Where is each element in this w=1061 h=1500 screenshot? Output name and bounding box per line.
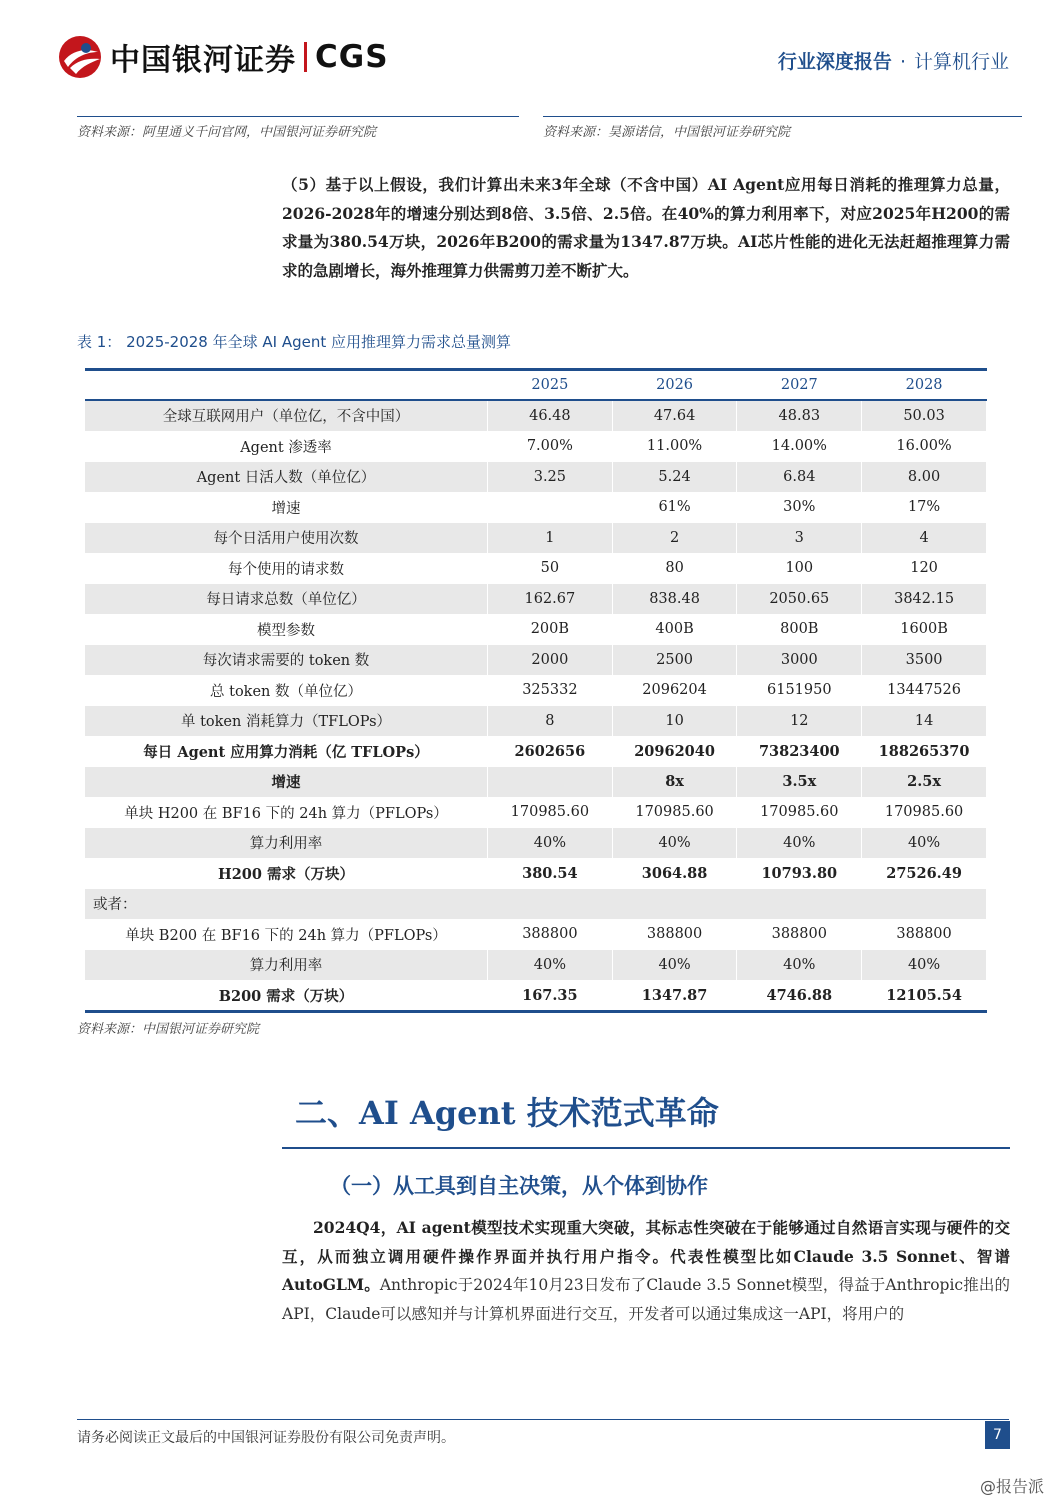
section-rule	[282, 1147, 1010, 1149]
subsection-title: （一）从工具到自主决策，从个体到协作	[330, 1173, 708, 1198]
table-caption: 表 1： 2025-2028 年全球 AI Agent 应用推理算力需求总量测算	[77, 333, 511, 351]
row-label: 每个使用的请求数	[85, 553, 488, 584]
table-cell: 325332	[488, 675, 613, 706]
row-label: 算力利用率	[85, 828, 488, 859]
table-cell: 40%	[737, 828, 862, 859]
table-cell: 6.84	[737, 462, 862, 493]
table-cell: 10	[612, 706, 737, 737]
table-cell: 16.00%	[862, 431, 987, 462]
table-cell: 2500	[612, 645, 737, 676]
header-separator: ·	[899, 51, 906, 73]
table-cell: 14	[862, 706, 987, 737]
table-cell: 162.67	[488, 584, 613, 615]
table-row	[85, 919, 987, 950]
table-cell: 388800	[612, 919, 737, 950]
page-number: 7	[985, 1421, 1010, 1449]
report-type: 行业深度报告	[777, 51, 892, 73]
column-header: 2027	[737, 370, 862, 401]
table-cell	[488, 767, 613, 798]
table-cell: 2096204	[612, 675, 737, 706]
table-cell: 11.00%	[612, 431, 737, 462]
table-row	[85, 431, 987, 462]
table-cell: 40%	[737, 950, 862, 981]
table-cell: 170985.60	[488, 797, 613, 828]
table-cell: 3000	[737, 645, 862, 676]
table-row	[85, 706, 987, 737]
source-note-right: 资料来源：昊源诺信，中国银河证券研究院	[543, 125, 791, 140]
brand-name-cn: 中国银河证券	[110, 43, 296, 78]
source-note-left: 资料来源：阿里通义千问官网，中国银河证券研究院	[77, 125, 377, 140]
table-cell: 170985.60	[737, 797, 862, 828]
table-cell: 6151950	[737, 675, 862, 706]
table-note-cell: 或者：	[85, 889, 987, 920]
table-row	[85, 980, 987, 1012]
row-label: 每个日活用户使用次数	[85, 523, 488, 554]
table-cell: 5.24	[612, 462, 737, 493]
table-cell: 1347.87	[612, 980, 737, 1012]
table-row	[85, 523, 987, 554]
table-row	[85, 950, 987, 981]
table-cell: 50.03	[862, 400, 987, 431]
table-row	[85, 553, 987, 584]
brand-name-en: CGS	[315, 39, 389, 75]
table-cell: 3500	[862, 645, 987, 676]
table-row	[85, 828, 987, 859]
table-cell: 8	[488, 706, 613, 737]
table-cell: 47.64	[612, 400, 737, 431]
table-cell: 40%	[488, 828, 613, 859]
footer-disclaimer: 请务必阅读正文最后的中国银河证券股份有限公司免责声明。	[77, 1430, 455, 1446]
column-header: 2026	[612, 370, 737, 401]
header-rule-right	[543, 116, 1022, 117]
table-row	[85, 858, 987, 889]
row-label: Agent 渗透率	[85, 431, 488, 462]
table-cell: 2000	[488, 645, 613, 676]
row-label: H200 需求（万块）	[85, 858, 488, 889]
row-label: 单块 H200 在 BF16 下的 24h 算力（PFLOPs）	[85, 797, 488, 828]
table-cell: 40%	[862, 950, 987, 981]
table-cell: 27526.49	[862, 858, 987, 889]
table-cell: 4746.88	[737, 980, 862, 1012]
table-cell: 10793.80	[737, 858, 862, 889]
table-cell: 40%	[862, 828, 987, 859]
watermark: @报告派	[980, 1477, 1045, 1496]
table-cell: 13447526	[862, 675, 987, 706]
table-row	[85, 645, 987, 676]
table-cell: 40%	[612, 828, 737, 859]
table-row	[85, 614, 987, 645]
table-row	[85, 889, 987, 920]
table-cell: 838.48	[612, 584, 737, 615]
table-cell: 40%	[488, 950, 613, 981]
table-cell	[488, 492, 613, 523]
table-row	[85, 492, 987, 523]
table-cell: 388800	[862, 919, 987, 950]
table-source: 资料来源：中国银河证券研究院	[77, 1022, 260, 1037]
row-label: 全球互联网用户（单位亿，不含中国）	[85, 400, 488, 431]
body-paragraph-1: （5）基于以上假设，我们计算出未来3年全球（不含中国）AI Agent应用每日消耗的推理算力总量，2026-2028年的增速分别达到8倍、3.5倍、2.5倍。在40%的算力利用率下，对应2025年H200的需求量为380.54万块，2026年B200的需求量为1347.87万块。AI芯片性能的进化无法赶超推理算力需求的急剧增长，海外推理算力供需剪刀差不断扩大。	[282, 175, 1010, 280]
body-paragraph-2	[282, 1214, 1010, 1328]
row-label: 增速	[85, 767, 488, 798]
row-label: 增速	[85, 492, 488, 523]
row-label: 每日请求总数（单位亿）	[85, 584, 488, 615]
table-cell: 380.54	[488, 858, 613, 889]
table-cell: 8x	[612, 767, 737, 798]
table-row	[85, 767, 987, 798]
table-cell: 50	[488, 553, 613, 584]
paragraph-bold-part: 2024Q4，AI agent模型技术实现重大突破，其标志性突破在于能够通过自然语言实现与硬件的交互，从而独立调用硬件操作界面并执行用户指令。代表性模型比如Claude 3.5 Sonnet、智谱AutoGLM。	[282, 1218, 1010, 1294]
row-label: 每次请求需要的 token 数	[85, 645, 488, 676]
table-cell: 400B	[612, 614, 737, 645]
row-label: B200 需求（万块）	[85, 980, 488, 1012]
table-cell: 61%	[612, 492, 737, 523]
table-cell: 3	[737, 523, 862, 554]
table-row	[85, 736, 987, 767]
compute-demand-table	[85, 368, 987, 1013]
row-label: 总 token 数（单位亿）	[85, 675, 488, 706]
table-cell: 170985.60	[612, 797, 737, 828]
section-title: 二、AI Agent 技术范式革命	[295, 1094, 719, 1132]
table-cell: 48.83	[737, 400, 862, 431]
table-cell: 3064.88	[612, 858, 737, 889]
row-label: 算力利用率	[85, 950, 488, 981]
column-header: 2025	[488, 370, 613, 401]
table-cell: 2	[612, 523, 737, 554]
row-label: 每日 Agent 应用算力消耗（亿 TFLOPs）	[85, 736, 488, 767]
table-cell: 3.25	[488, 462, 613, 493]
table-cell: 80	[612, 553, 737, 584]
table-cell: 2602656	[488, 736, 613, 767]
row-label: 模型参数	[85, 614, 488, 645]
table-row	[85, 584, 987, 615]
cgs-logo-icon	[56, 34, 104, 80]
row-label: 单块 B200 在 BF16 下的 24h 算力（PFLOPs）	[85, 919, 488, 950]
table-cell: 20962040	[612, 736, 737, 767]
report-category	[778, 47, 1009, 74]
table-cell: 120	[862, 553, 987, 584]
table-cell: 46.48	[488, 400, 613, 431]
table-cell: 7.00%	[488, 431, 613, 462]
table-cell: 40%	[612, 950, 737, 981]
table-cell: 2050.65	[737, 584, 862, 615]
footer-rule	[77, 1419, 1009, 1420]
row-label: 单 token 消耗算力（TFLOPs）	[85, 706, 488, 737]
table-cell: 188265370	[862, 736, 987, 767]
table-cell: 3842.15	[862, 584, 987, 615]
table-cell: 800B	[737, 614, 862, 645]
brand-separator	[304, 42, 307, 72]
table-cell: 388800	[737, 919, 862, 950]
table-cell: 3.5x	[737, 767, 862, 798]
table-row	[85, 797, 987, 828]
table-cell: 14.00%	[737, 431, 862, 462]
table-header-row	[85, 370, 987, 401]
table-cell: 12105.54	[862, 980, 987, 1012]
table-row	[85, 400, 987, 431]
table-cell: 30%	[737, 492, 862, 523]
table-cell: 167.35	[488, 980, 613, 1012]
table-row	[85, 462, 987, 493]
paragraph-normal-part: Anthropic于2024年10月23日发布了Claude 3.5 Sonnet模型，得益于Anthropic推出的API，Claude可以感知并与计算机界面进行交互，开发者可以通过集成这一API，将用户的	[282, 1276, 1010, 1323]
table-row	[85, 675, 987, 706]
table-cell: 4	[862, 523, 987, 554]
column-header: 2028	[862, 370, 987, 401]
column-header	[85, 370, 488, 401]
table-cell: 1	[488, 523, 613, 554]
brand-logo	[56, 34, 389, 80]
table-cell: 388800	[488, 919, 613, 950]
table-cell: 12	[737, 706, 862, 737]
table-cell: 73823400	[737, 736, 862, 767]
table-cell: 170985.60	[862, 797, 987, 828]
table-cell: 100	[737, 553, 862, 584]
table-cell: 200B	[488, 614, 613, 645]
table-cell: 8.00	[862, 462, 987, 493]
table-cell: 1600B	[862, 614, 987, 645]
row-label: Agent 日活人数（单位亿）	[85, 462, 488, 493]
header-rule-left	[77, 116, 519, 117]
table-cell: 17%	[862, 492, 987, 523]
industry-name: 计算机行业	[913, 51, 1009, 73]
table-cell: 2.5x	[862, 767, 987, 798]
